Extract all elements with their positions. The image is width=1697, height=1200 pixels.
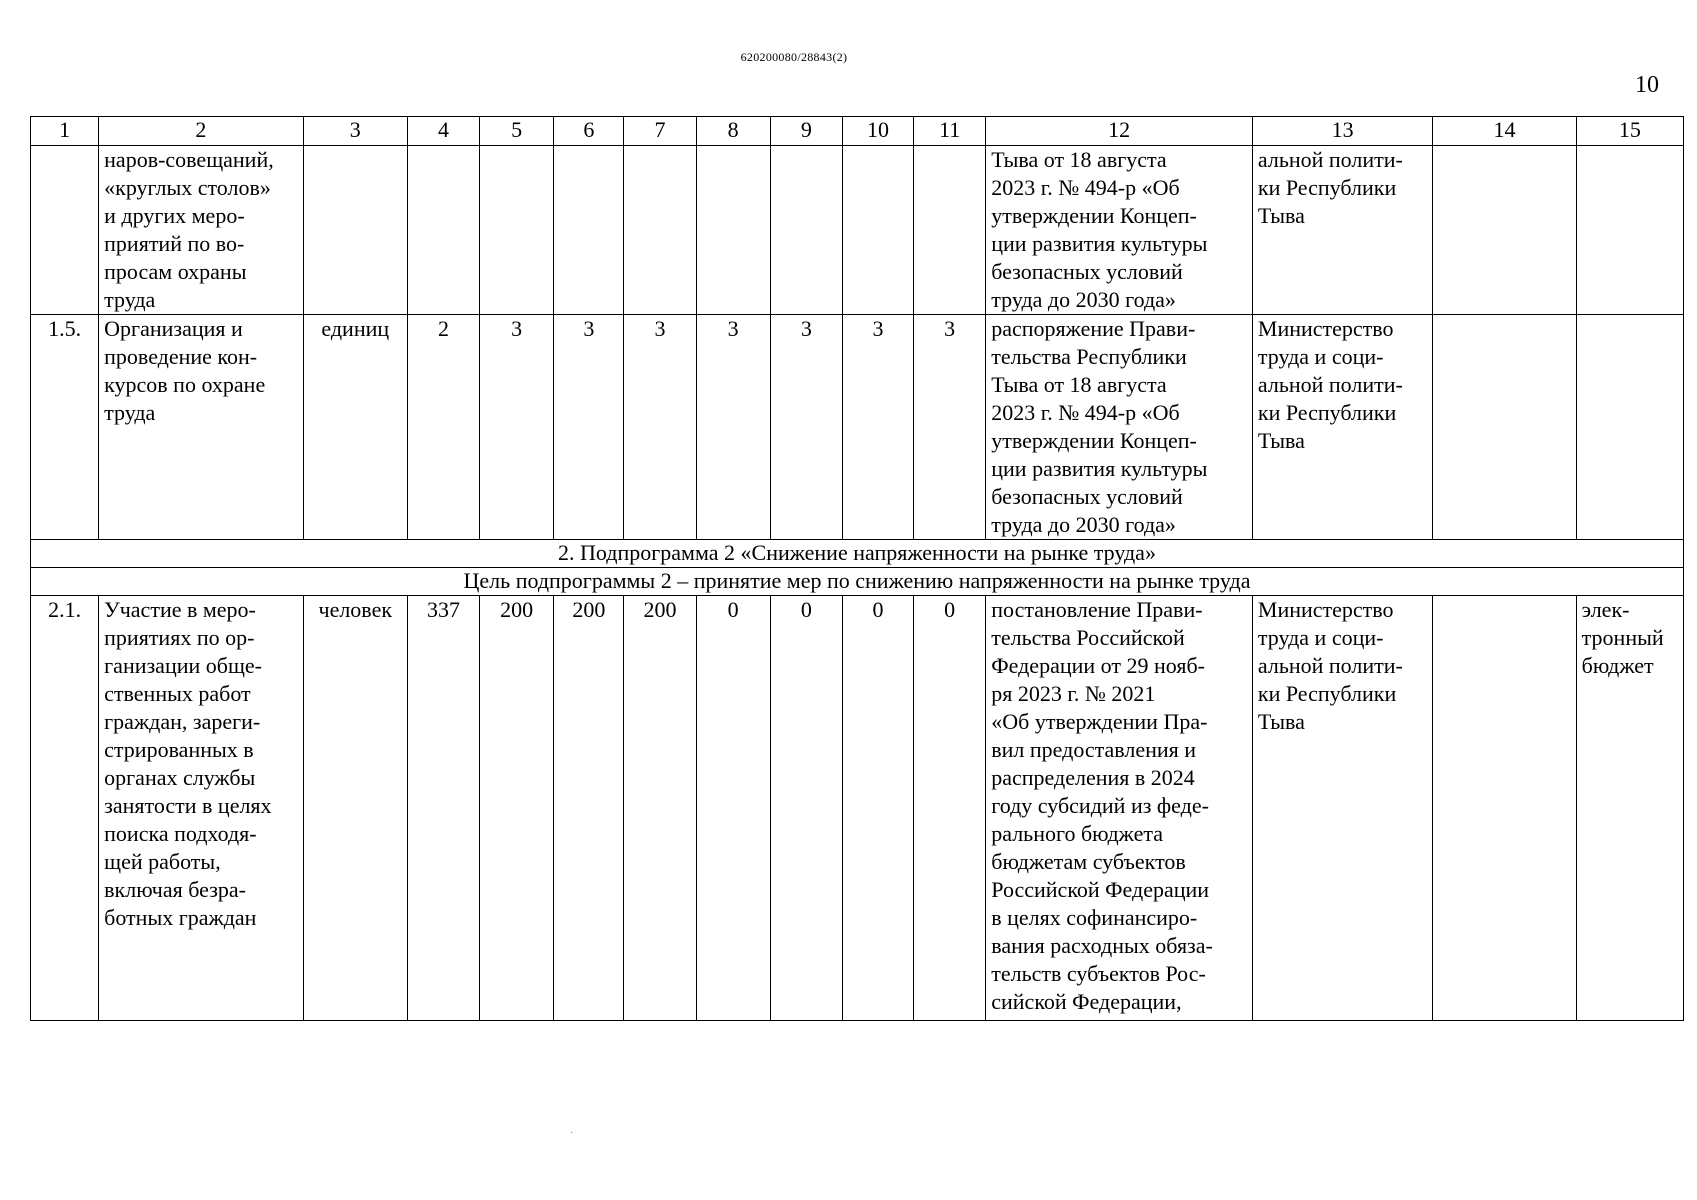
column-header: 2 [99,117,303,146]
column-header: 9 [770,117,842,146]
value-cell: 200 [480,596,554,1021]
legal-basis-cell: постановление Прави- тельства Российской Федерации от 29 нояб- ря 2023 г. № 2021 «Об утверждении Пра- вил предоставления и распределения в 2024 году субсидий из феде- рального бюджета бюджетам субъектов Российской Федерации в целях софинансиро- вания расходных обяза- тельств субъектов Рос- сийской Федерации, [986,596,1253,1021]
table-row [31,596,1684,1021]
value-cell [480,146,554,315]
value-cell [914,146,986,315]
column-header: 4 [407,117,479,146]
value-cell: 0 [770,596,842,1021]
value-cell: 3 [770,315,842,540]
executor-cell: Министерство труда и соци- альной полити- ки Республики Тыва [1252,315,1432,540]
value-cell: 3 [842,315,913,540]
col14-cell [1433,146,1576,315]
executor-cell: Министерство труда и соци- альной полити- ки Республики Тыва [1252,596,1432,1021]
column-header: 5 [480,117,554,146]
activity-name: наров-совещаний, «круглых столов» и других меро- приятий по во- просам охраны труда [99,146,303,315]
column-header: 12 [986,117,1253,146]
subprogram-goal-row [31,568,1684,596]
col15-cell [1576,146,1683,315]
value-cell [770,146,842,315]
program-table [30,116,1684,1021]
column-header-row [31,117,1684,146]
subprogram-title-row [31,540,1684,568]
column-header: 11 [914,117,986,146]
column-header: 10 [842,117,913,146]
value-cell [407,146,479,315]
column-header: 13 [1252,117,1432,146]
value-cell: 0 [914,596,986,1021]
table-row [31,315,1684,540]
unit-cell [303,146,407,315]
value-cell: 0 [842,596,913,1021]
activity-name: Организация и проведение кон- курсов по охране труда [99,315,303,540]
value-cell [842,146,913,315]
subprogram-title: 2. Подпрограмма 2 «Снижение напряженности на рынке труда» [31,540,1684,568]
value-cell [554,146,624,315]
column-header: 8 [696,117,770,146]
value-cell: 3 [480,315,554,540]
value-cell: 200 [624,596,696,1021]
col15-cell [1576,315,1683,540]
column-header: 1 [31,117,99,146]
value-cell: 3 [554,315,624,540]
legal-basis-cell: распоряжение Прави- тельства Республики Тыва от 18 августа 2023 г. № 494-р «Об утверждении Концеп- ции развития культуры безопасных условий труда до 2030 года» [986,315,1253,540]
subprogram-goal: Цель подпрограммы 2 – принятие мер по снижению напряженности на рынке труда [31,568,1684,596]
value-cell [624,146,696,315]
row-number: 1.5. [31,315,99,540]
column-header: 3 [303,117,407,146]
unit-cell: единиц [303,315,407,540]
column-header: 7 [624,117,696,146]
col14-cell [1433,596,1576,1021]
value-cell: 2 [407,315,479,540]
value-cell: 3 [696,315,770,540]
document-code: 620200080/28843(2) [740,50,848,64]
value-cell: 200 [554,596,624,1021]
col14-cell [1433,315,1576,540]
table-row [31,146,1684,315]
column-header: 6 [554,117,624,146]
column-header: 14 [1433,117,1576,146]
value-cell: 0 [696,596,770,1021]
legal-basis-cell: Тыва от 18 августа 2023 г. № 494-р «Об утверждении Концеп- ции развития культуры безопасных условий труда до 2030 года» [986,146,1253,315]
value-cell: 337 [407,596,479,1021]
column-header: 15 [1576,117,1683,146]
row-number: 2.1. [31,596,99,1021]
row-number [31,146,99,315]
value-cell [696,146,770,315]
value-cell: 3 [914,315,986,540]
scan-speck: · [570,1128,574,1139]
unit-cell: человек [303,596,407,1021]
executor-cell: альной полити- ки Республики Тыва [1252,146,1432,315]
page-number: 10 [1635,72,1659,98]
value-cell: 3 [624,315,696,540]
col15-cell: элек- тронный бюджет [1576,596,1683,1021]
activity-name: Участие в меро- приятиях по ор- ганизации обще- ственных работ граждан, зареги- стрированных в органах службы занятости в целях поиска подходя- щей работы, включая безра- ботных граждан [99,596,303,1021]
